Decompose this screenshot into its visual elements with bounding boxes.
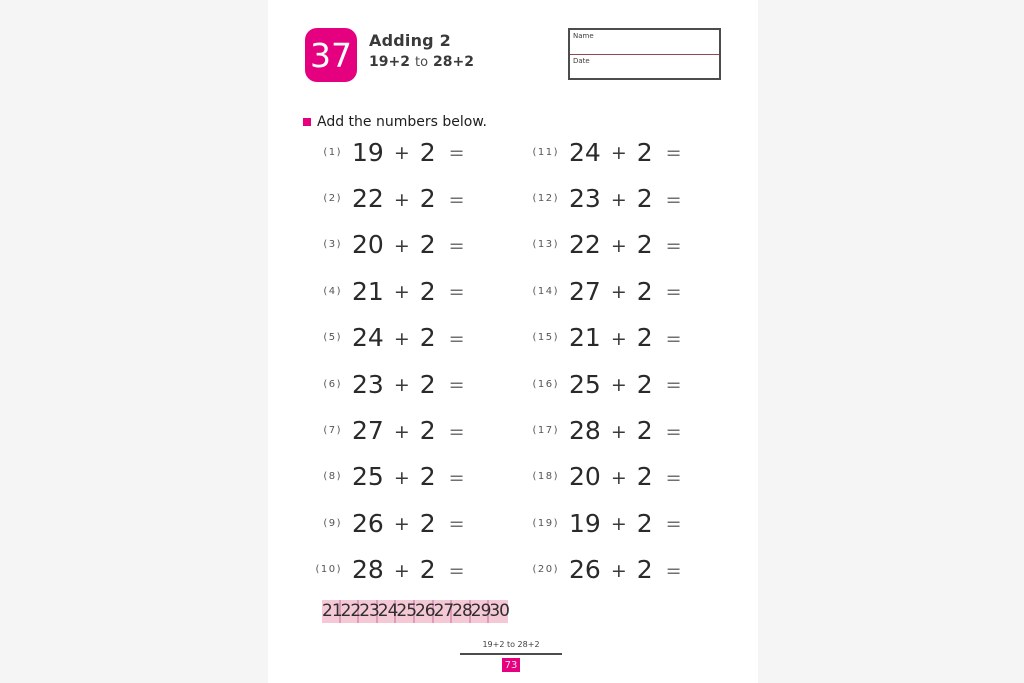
addend-first: 22 [352, 184, 384, 214]
problem-number: (4) [323, 285, 342, 297]
addend-second: 2 [636, 184, 653, 214]
problem-number: (17) [532, 425, 559, 437]
addend-second: 2 [419, 508, 436, 538]
worksheet-title: Adding 2 [369, 31, 451, 50]
problem-number: (13) [532, 239, 559, 251]
addend-first: 27 [352, 416, 384, 446]
equals-sign: = [448, 188, 465, 211]
addend-first: 21 [352, 276, 384, 306]
plus-sign: + [393, 234, 410, 257]
equals-sign: = [665, 281, 682, 304]
addend-first: 22 [569, 230, 601, 260]
problem-row [296, 454, 465, 500]
problem-number: (2) [323, 193, 342, 205]
addend-second: 2 [636, 369, 653, 399]
addend-second: 2 [636, 416, 653, 446]
equals-sign: = [665, 513, 682, 536]
addend-first: 26 [569, 555, 601, 585]
name-field[interactable] [570, 30, 719, 54]
addend-second: 2 [636, 323, 653, 353]
equals-sign: = [665, 420, 682, 443]
problem-row [513, 361, 682, 407]
problem-number: (18) [532, 471, 559, 483]
addend-first: 20 [352, 230, 384, 260]
equals-sign: = [665, 374, 682, 397]
number-line-cell: 23 [359, 601, 379, 621]
problem-row [513, 547, 682, 593]
addend-second: 2 [636, 276, 653, 306]
addend-first: 28 [352, 555, 384, 585]
equals-sign: = [448, 374, 465, 397]
problem-row [296, 129, 465, 175]
problem-number: (9) [323, 517, 342, 529]
instruction-line [303, 114, 487, 130]
problem-row [513, 129, 682, 175]
addend-first: 19 [352, 137, 384, 167]
plus-sign: + [393, 513, 410, 536]
addend-second: 2 [419, 416, 436, 446]
problem-number: (19) [532, 517, 559, 529]
number-line-cell: 26 [414, 601, 435, 621]
plus-sign: + [610, 513, 627, 536]
plus-sign: + [393, 281, 410, 304]
plus-sign: + [393, 466, 410, 489]
addend-first: 28 [569, 416, 601, 446]
problem-row [296, 175, 465, 221]
addend-second: 2 [419, 462, 436, 492]
problem-number: (7) [323, 425, 342, 437]
worksheet-page [268, 0, 758, 683]
problem-number: (14) [532, 285, 559, 297]
plus-sign: + [610, 420, 627, 443]
addend-first: 24 [569, 137, 601, 167]
range-to-word: to [414, 55, 429, 70]
equals-sign: = [448, 466, 465, 489]
name-date-box [568, 28, 721, 80]
addend-second: 2 [419, 184, 436, 214]
unit-number-badge: 37 [305, 28, 357, 82]
problem-number: (10) [315, 564, 342, 576]
plus-sign: + [610, 142, 627, 165]
problem-number: (11) [532, 146, 559, 158]
number-line-cell: 22 [340, 601, 361, 621]
problem-number: (16) [532, 378, 559, 390]
addend-first: 26 [352, 508, 384, 538]
plus-sign: + [610, 374, 627, 397]
instruction-text: Add the numbers below. [317, 114, 487, 130]
plus-sign: + [393, 188, 410, 211]
problem-row [513, 175, 682, 221]
addend-first: 27 [569, 276, 601, 306]
addend-first: 23 [352, 369, 384, 399]
name-field-label: Name [573, 32, 594, 40]
problem-number: (1) [323, 146, 342, 158]
problems-column-left [296, 129, 465, 593]
problem-row [513, 315, 682, 361]
equals-sign: = [665, 188, 682, 211]
footer-rule [460, 653, 562, 655]
addend-second: 2 [636, 508, 653, 538]
equals-sign: = [448, 559, 465, 582]
problem-row [296, 361, 465, 407]
problem-number: (12) [532, 193, 559, 205]
footer-range-label: 19+2 to 28+2 [482, 640, 540, 649]
number-line-cell: 30 [489, 601, 509, 621]
problem-row [513, 222, 682, 268]
addend-second: 2 [419, 369, 436, 399]
number-line-cell: 25 [396, 601, 417, 621]
date-field-label: Date [573, 57, 590, 65]
plus-sign: + [610, 327, 627, 350]
header-titles [369, 31, 474, 70]
problem-number: (5) [323, 332, 342, 344]
range-from: 19+2 [369, 54, 410, 70]
number-line-cell: 27 [433, 601, 454, 621]
addend-first: 25 [352, 462, 384, 492]
problem-row [513, 454, 682, 500]
problem-row [296, 315, 465, 361]
number-line-cell: 24 [377, 601, 398, 621]
problem-row [296, 500, 465, 546]
equals-sign: = [665, 327, 682, 350]
equals-sign: = [448, 234, 465, 257]
addend-first: 20 [569, 462, 601, 492]
addend-second: 2 [419, 276, 436, 306]
plus-sign: + [393, 420, 410, 443]
plus-sign: + [610, 559, 627, 582]
number-line-cell: 28 [452, 601, 472, 621]
problem-row [513, 268, 682, 314]
page-number-badge: 73 [502, 658, 520, 672]
number-line-cell: 21 [322, 601, 342, 621]
problem-row [296, 547, 465, 593]
addend-first: 25 [569, 369, 601, 399]
problem-number: (8) [323, 471, 342, 483]
equals-sign: = [665, 142, 682, 165]
equals-sign: = [665, 234, 682, 257]
plus-sign: + [610, 188, 627, 211]
problem-number: (20) [532, 564, 559, 576]
problem-number: (15) [532, 332, 559, 344]
addend-first: 21 [569, 323, 601, 353]
number-line-cell: 29 [470, 601, 491, 621]
addend-second: 2 [636, 230, 653, 260]
answer-number-line [322, 600, 508, 623]
plus-sign: + [393, 142, 410, 165]
range-to: 28+2 [433, 54, 474, 70]
problems-column-right [513, 129, 682, 593]
addend-first: 19 [569, 508, 601, 538]
plus-sign: + [393, 374, 410, 397]
equals-sign: = [448, 142, 465, 165]
plus-sign: + [610, 281, 627, 304]
equals-sign: = [665, 559, 682, 582]
problem-number: (3) [323, 239, 342, 251]
equals-sign: = [665, 466, 682, 489]
addend-second: 2 [419, 137, 436, 167]
addend-first: 23 [569, 184, 601, 214]
addend-second: 2 [636, 137, 653, 167]
plus-sign: + [393, 327, 410, 350]
problem-row [296, 407, 465, 453]
addend-first: 24 [352, 323, 384, 353]
addend-second: 2 [419, 323, 436, 353]
problem-row [296, 268, 465, 314]
date-field[interactable] [570, 54, 719, 79]
bullet-square-icon [303, 118, 311, 126]
problem-row [513, 500, 682, 546]
plus-sign: + [610, 234, 627, 257]
addend-second: 2 [636, 462, 653, 492]
equals-sign: = [448, 513, 465, 536]
problem-row [513, 407, 682, 453]
addend-second: 2 [419, 555, 436, 585]
plus-sign: + [610, 466, 627, 489]
problem-row [296, 222, 465, 268]
problem-number: (6) [323, 378, 342, 390]
equals-sign: = [448, 327, 465, 350]
plus-sign: + [393, 559, 410, 582]
worksheet-range-subtitle [369, 54, 474, 70]
addend-second: 2 [636, 555, 653, 585]
addend-second: 2 [419, 230, 436, 260]
equals-sign: = [448, 281, 465, 304]
equals-sign: = [448, 420, 465, 443]
